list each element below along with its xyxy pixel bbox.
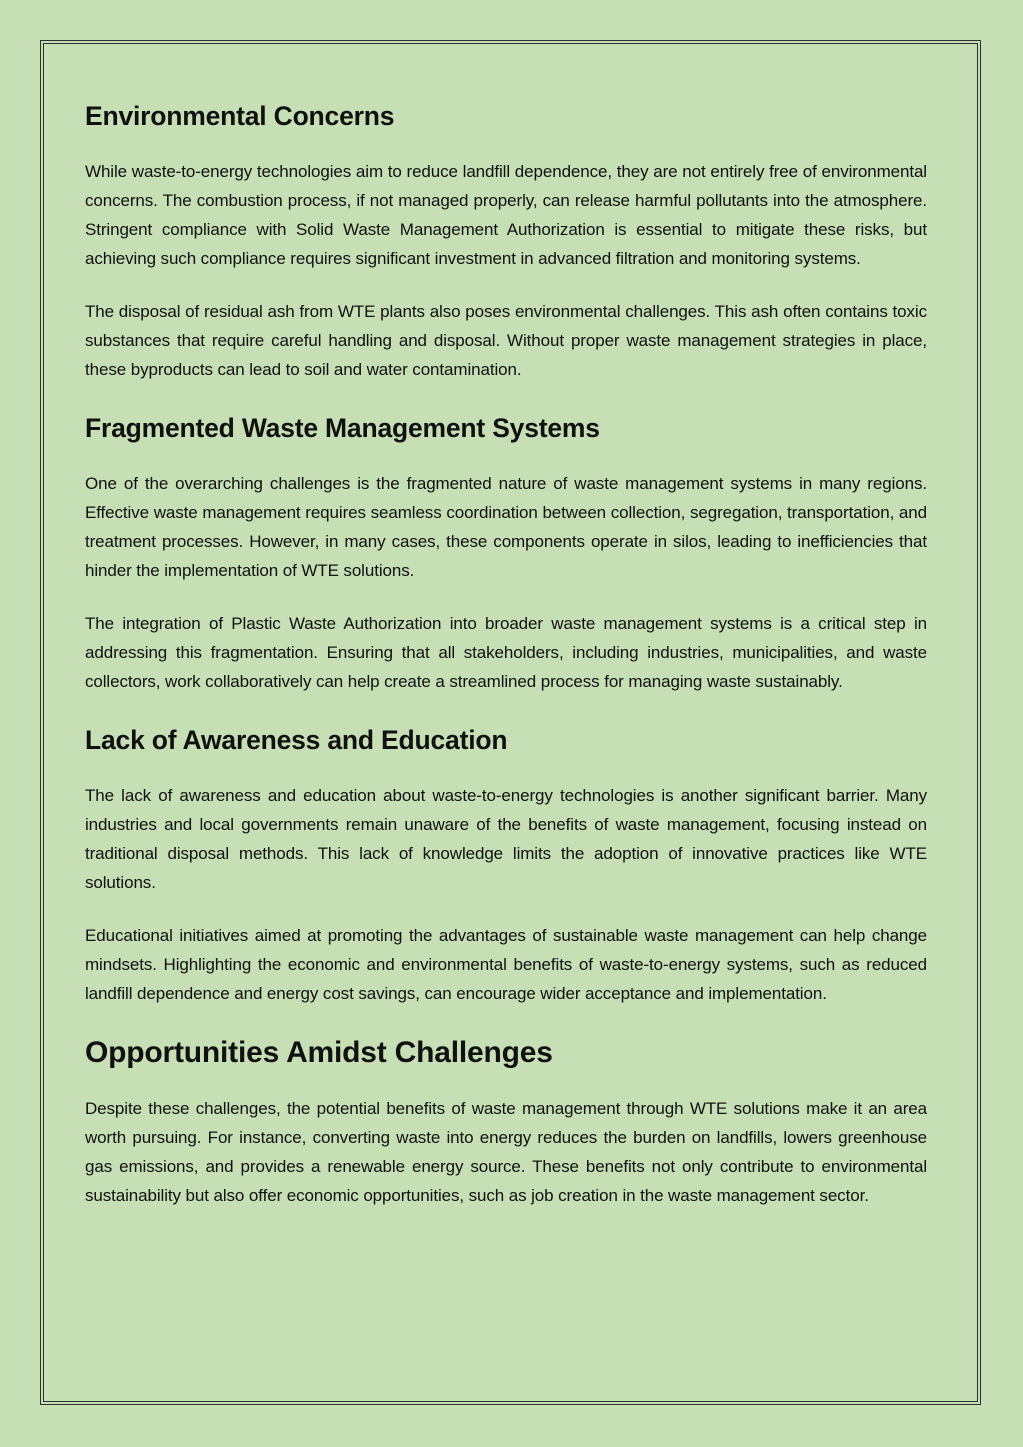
paragraph: The disposal of residual ash from WTE plants also poses environmental challenges. This ash often contains toxic substances that require careful handling and disposal. Without proper waste management strategies in place, these byproducts can lead to soil and water contamination.	[85, 302, 927, 379]
paragraph: Educational initiatives aimed at promoting the advantages of sustainable waste management can help change mindsets. Highlighting the economic and environmental benefits of waste-to-energy systems, such as reduced landfill dependence and energy cost savings, can encourage wider acceptance and implementation.	[85, 926, 927, 1003]
paragraph: The integration of Plastic Waste Authorization into broader waste management systems is a critical step in addressing this fragmentation. Ensuring that all stakeholders, including industries, municipalities, and waste collectors, work collaboratively can help create a streamlined process for managing waste sustainably.	[85, 614, 927, 691]
paragraph: While waste-to-energy technologies aim to reduce landfill dependence, they are not entirely free of environmental concerns. The combustion process, if not managed properly, can release harmful pollutants into the atmosphere. Stringent compliance with Solid Waste Management Authorization is essential to mitigate these risks, but achieving such compliance requires significant investment in advanced filtration and monitoring systems.	[85, 162, 927, 268]
paragraph: One of the overarching challenges is the fragmented nature of waste management systems in many regions. Effective waste management requires seamless coordination between collection, segregation, transportation, and treatment processes. However, in many cases, these components operate in silos, leading to inefficiencies that hinder the implementation of WTE solutions.	[85, 474, 927, 580]
section-opportunities	[85, 1032, 927, 1210]
section-awareness-education	[85, 720, 927, 1008]
section-heading: Opportunities Amidst Challenges	[85, 1036, 553, 1069]
section-fragmented-systems	[85, 408, 927, 696]
section-environmental-concerns	[85, 96, 927, 384]
paragraph: Despite these challenges, the potential benefits of waste management through WTE solutions make it an area worth pursuing. For instance, converting waste into energy reduces the burden on landfills, lowers greenhouse gas emissions, and provides a renewable energy source. These benefits not only contribute to environmental sustainability but also offer economic opportunities, such as job creation in the waste management sector.	[85, 1099, 927, 1205]
section-heading: Lack of Awareness and Education	[85, 725, 508, 755]
section-heading: Environmental Concerns	[85, 101, 395, 131]
paragraph: The lack of awareness and education about waste-to-energy technologies is another significant barrier. Many industries and local governments remain unaware of the benefits of waste management, focusing instead on traditional disposal methods. This lack of knowledge limits the adoption of innovative practices like WTE solutions.	[85, 786, 927, 892]
section-heading: Fragmented Waste Management Systems	[85, 413, 600, 443]
document-body	[85, 96, 927, 1234]
